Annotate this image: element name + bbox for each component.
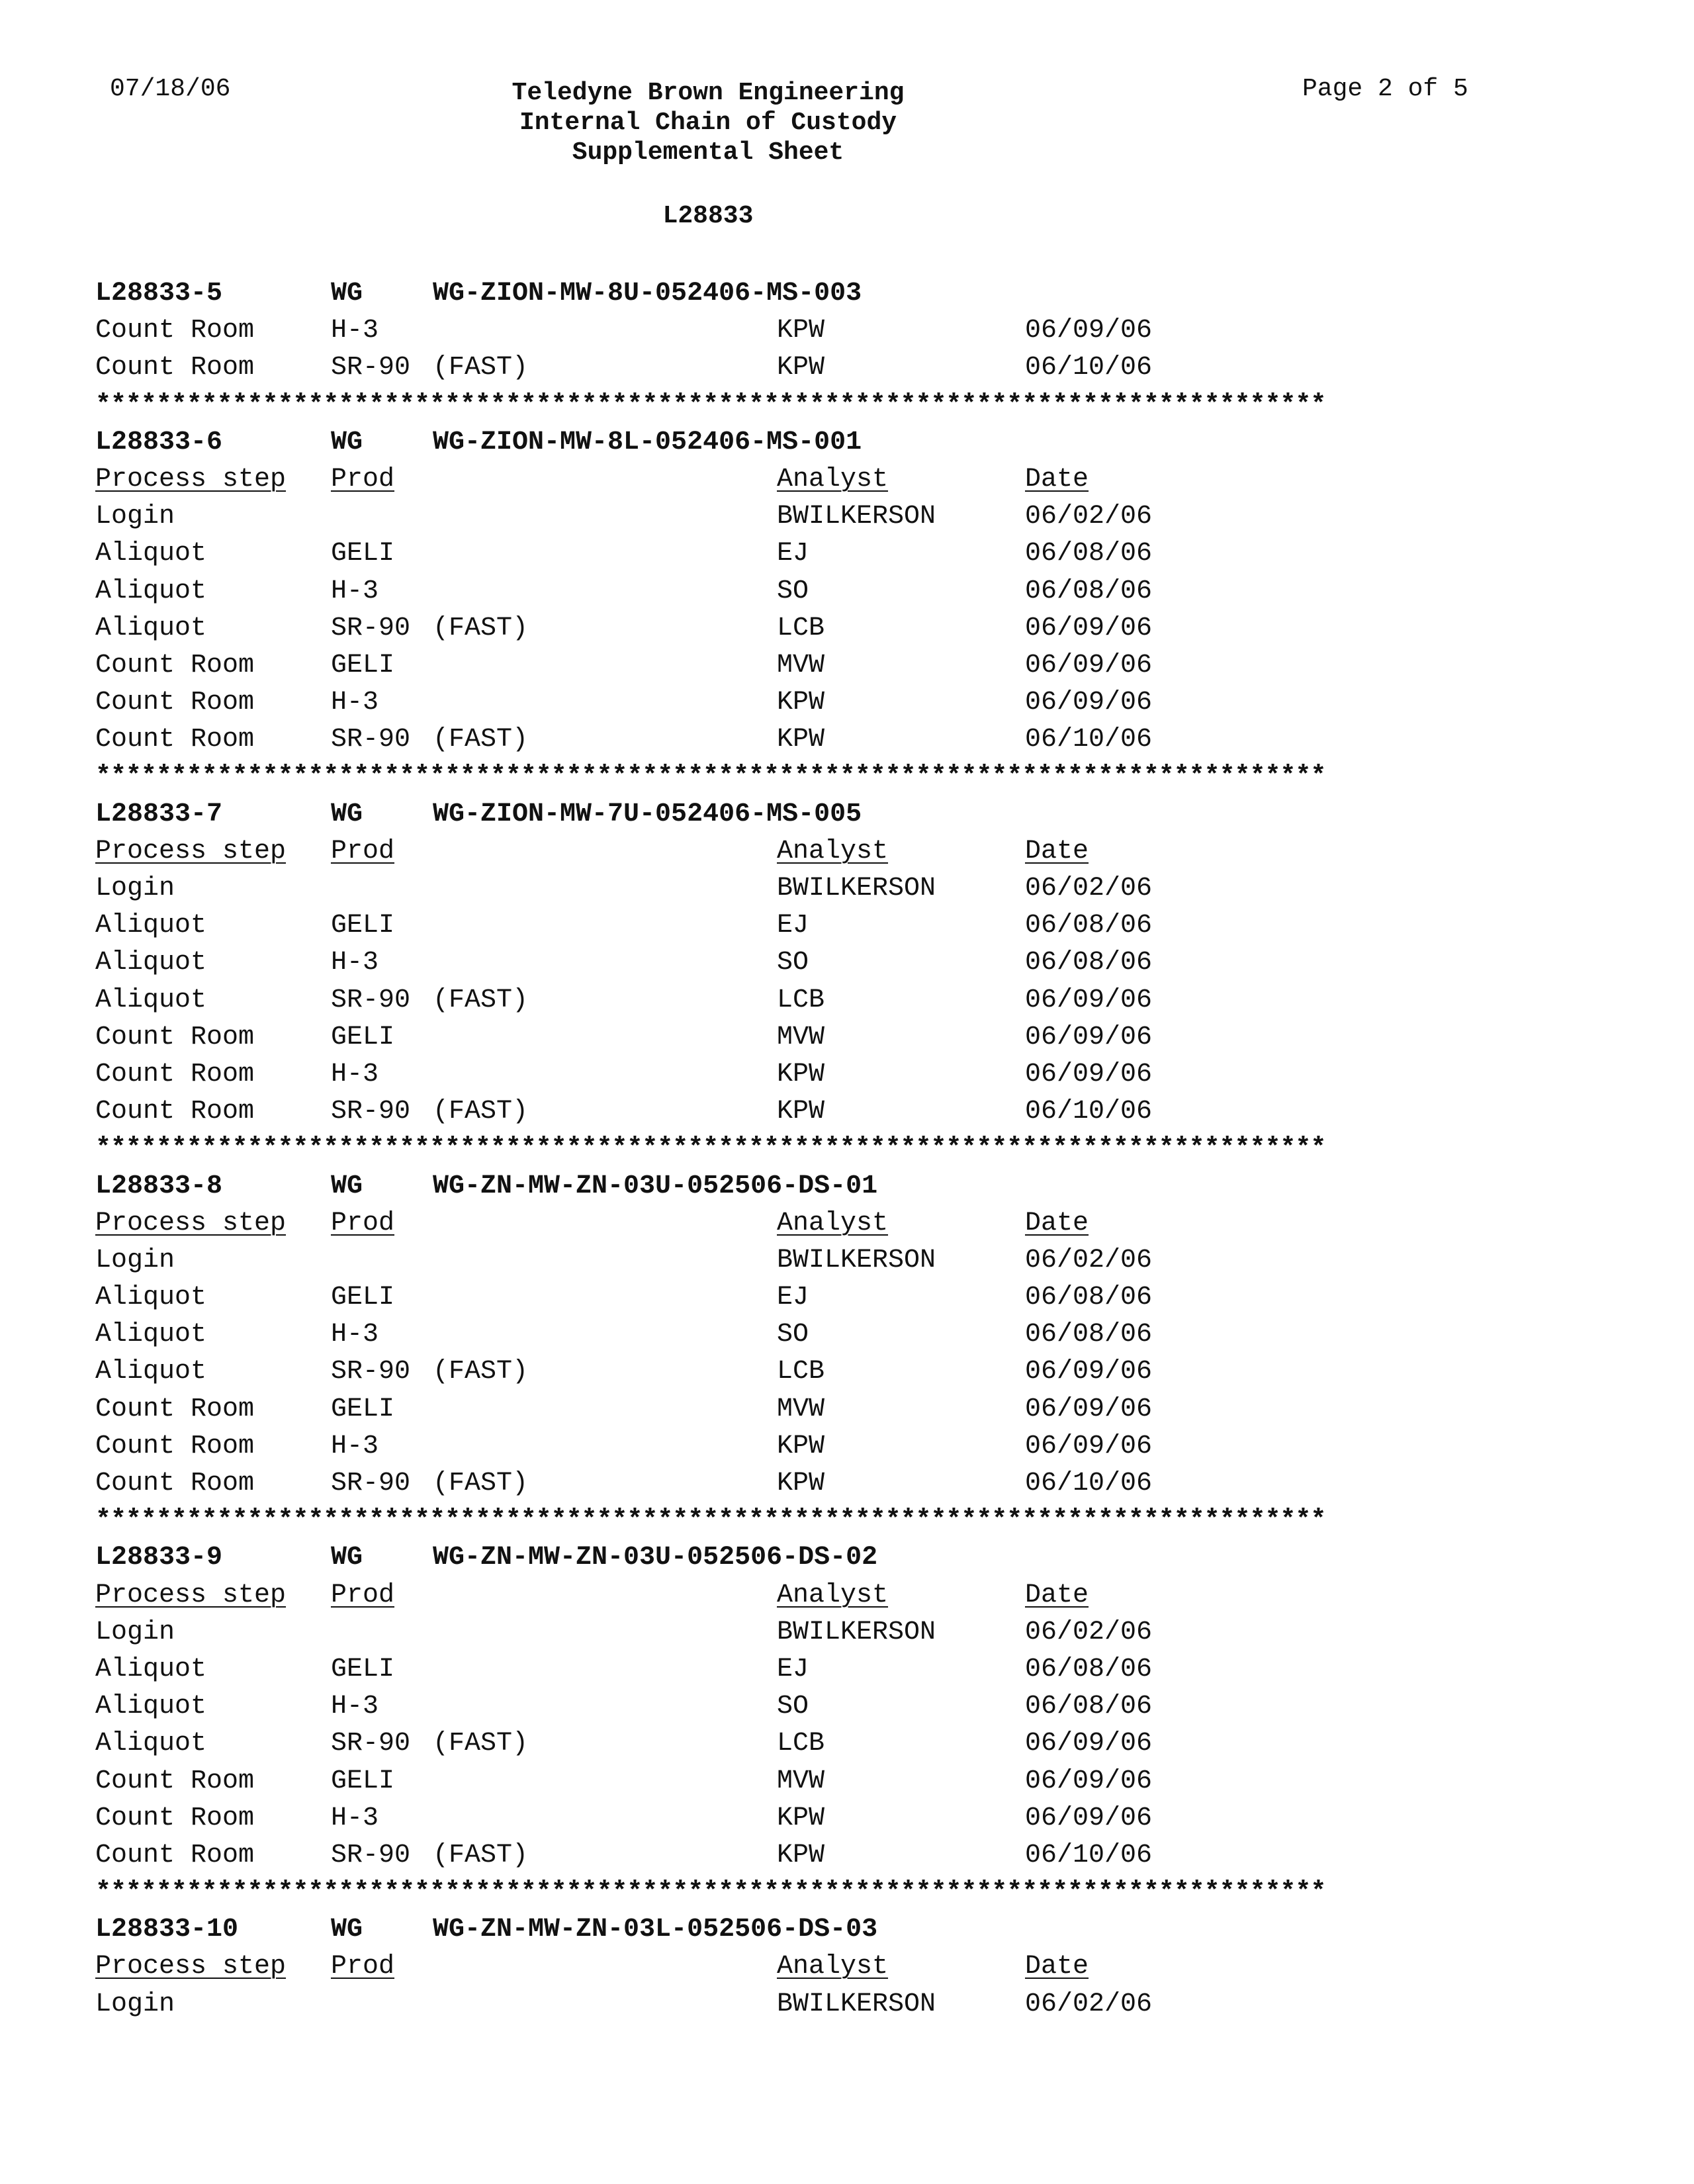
separator-line [95, 758, 1485, 796]
process-step: Login [95, 874, 175, 903]
column-header-date: Date [1025, 1208, 1089, 1238]
process-date: 06/09/06 [1025, 1059, 1153, 1089]
analyst: EJ [777, 911, 809, 941]
process-step: Aliquot [95, 1654, 207, 1684]
process-date: 06/08/06 [1025, 1692, 1153, 1722]
process-date: 06/09/06 [1025, 650, 1153, 680]
process-step: Login [95, 1617, 175, 1647]
analyst: KPW [777, 1431, 825, 1461]
analyst: LCB [777, 613, 825, 643]
analyst: MVW [777, 1766, 825, 1796]
product: H-3 [331, 1803, 379, 1833]
product: H-3 [331, 1692, 379, 1722]
table-row [95, 1391, 1485, 1428]
table-row [95, 1651, 1485, 1688]
process-date: 06/10/06 [1025, 353, 1153, 383]
process-date: 06/09/06 [1025, 1766, 1153, 1796]
analyst: EJ [777, 539, 809, 569]
sample-name: WG-ZION-MW-8L-052406-MS-001 [433, 427, 862, 457]
process-step: Login [95, 1245, 175, 1275]
product: SR-90 [331, 1097, 411, 1127]
process-date: 06/08/06 [1025, 576, 1153, 606]
process-date: 06/08/06 [1025, 1283, 1153, 1313]
sample-section [95, 1168, 1485, 1540]
table-row [95, 1316, 1485, 1353]
process-date: 06/09/06 [1025, 1022, 1153, 1052]
analyst: KPW [777, 1097, 825, 1127]
process-step: Count Room [95, 1469, 255, 1498]
product: SR-90 [331, 1357, 411, 1387]
product: H-3 [331, 1059, 379, 1089]
process-date: 06/08/06 [1025, 1320, 1153, 1350]
process-step: Count Room [95, 725, 255, 755]
process-date: 06/02/06 [1025, 874, 1153, 903]
product: SR-90 [331, 613, 411, 643]
column-headers [95, 461, 1485, 498]
product: GELI [331, 1283, 395, 1313]
process-step: Aliquot [95, 911, 207, 941]
column-header-step: Process step [95, 836, 287, 866]
process-date: 06/09/06 [1025, 1803, 1153, 1833]
product: GELI [331, 650, 395, 680]
process-step: Aliquot [95, 1692, 207, 1722]
analyst: KPW [777, 1059, 825, 1089]
column-header-analyst: Analyst [777, 1580, 889, 1610]
process-step: Count Room [95, 1766, 255, 1796]
product: GELI [331, 1022, 395, 1052]
batch-id: L28833 [662, 202, 754, 230]
table-row [95, 610, 1485, 647]
product: H-3 [331, 1320, 379, 1350]
process-date: 06/08/06 [1025, 539, 1153, 569]
sample-id: L28833-10 [95, 1915, 239, 1945]
analyst: SO [777, 948, 809, 978]
process-date: 06/10/06 [1025, 1840, 1153, 1870]
product-qualifier: (FAST) [433, 353, 529, 383]
column-header-date: Date [1025, 1580, 1089, 1610]
analyst: KPW [777, 353, 825, 383]
sample-matrix: WG [331, 1915, 363, 1945]
column-headers [95, 833, 1485, 870]
process-step: Count Room [95, 650, 255, 680]
separator-asterisks: ********************************************************************************* [95, 762, 1326, 792]
process-date: 06/09/06 [1025, 688, 1153, 718]
process-step: Aliquot [95, 985, 207, 1015]
table-row [95, 1093, 1485, 1130]
separator-line [95, 387, 1485, 424]
table-row [95, 1837, 1485, 1874]
process-step: Aliquot [95, 1357, 207, 1387]
table-row [95, 982, 1485, 1019]
analyst: LCB [777, 1357, 825, 1387]
product: H-3 [331, 688, 379, 718]
column-headers [95, 1948, 1485, 1985]
process-step: Aliquot [95, 948, 207, 978]
process-step: Count Room [95, 353, 255, 383]
product: GELI [331, 911, 395, 941]
column-header-analyst: Analyst [777, 464, 889, 494]
analyst: EJ [777, 1283, 809, 1313]
column-header-step: Process step [95, 464, 287, 494]
column-header-analyst: Analyst [777, 1208, 889, 1238]
analyst: LCB [777, 985, 825, 1015]
sample-section [95, 1911, 1485, 2023]
table-row [95, 907, 1485, 944]
table-row [95, 349, 1485, 387]
sample-header [95, 1911, 1485, 1948]
product: GELI [331, 539, 395, 569]
process-date: 06/09/06 [1025, 1394, 1153, 1424]
table-row [95, 721, 1485, 758]
table-row [95, 1279, 1485, 1316]
sample-header [95, 275, 1485, 312]
separator-line [95, 1874, 1485, 1911]
process-step: Aliquot [95, 1320, 207, 1350]
sample-header [95, 1168, 1485, 1205]
table-row [95, 535, 1485, 572]
sample-name: WG-ZN-MW-ZN-03L-052506-DS-03 [433, 1915, 878, 1945]
table-row [95, 573, 1485, 610]
analyst: KPW [777, 1840, 825, 1870]
process-date: 06/09/06 [1025, 1729, 1153, 1759]
product: SR-90 [331, 725, 411, 755]
sample-id: L28833-9 [95, 1543, 223, 1573]
process-date: 06/09/06 [1025, 613, 1153, 643]
process-step: Aliquot [95, 1283, 207, 1313]
process-date: 06/08/06 [1025, 911, 1153, 941]
column-header-date: Date [1025, 836, 1089, 866]
process-date: 06/02/06 [1025, 1989, 1153, 2019]
analyst: KPW [777, 725, 825, 755]
separator-asterisks: ********************************************************************************* [95, 1134, 1326, 1164]
analyst: SO [777, 1692, 809, 1722]
custody-log [95, 275, 1485, 2023]
analyst: MVW [777, 1394, 825, 1424]
sample-section [95, 275, 1485, 424]
analyst: SO [777, 576, 809, 606]
process-step: Login [95, 1989, 175, 2019]
process-date: 06/09/06 [1025, 1357, 1153, 1387]
analyst: BWILKERSON [777, 874, 936, 903]
process-date: 06/10/06 [1025, 1097, 1153, 1127]
sample-id: L28833-7 [95, 799, 223, 829]
analyst: KPW [777, 316, 825, 346]
table-row [95, 1019, 1485, 1056]
table-row [95, 1428, 1485, 1465]
process-step: Count Room [95, 1097, 255, 1127]
table-row [95, 312, 1485, 349]
sample-name: WG-ZN-MW-ZN-03U-052506-DS-02 [433, 1543, 878, 1573]
table-row [95, 1986, 1485, 2023]
sample-matrix: WG [331, 799, 363, 829]
column-header-step: Process step [95, 1952, 287, 1982]
sample-matrix: WG [331, 279, 363, 308]
column-header-analyst: Analyst [777, 836, 889, 866]
product: SR-90 [331, 353, 411, 383]
process-step: Aliquot [95, 1729, 207, 1759]
sample-id: L28833-8 [95, 1171, 223, 1201]
separator-line [95, 1502, 1485, 1539]
process-date: 06/02/06 [1025, 1245, 1153, 1275]
product: H-3 [331, 316, 379, 346]
sample-name: WG-ZION-MW-7U-052406-MS-005 [433, 799, 862, 829]
process-date: 06/09/06 [1025, 985, 1153, 1015]
column-header-date: Date [1025, 1952, 1089, 1982]
column-header-date: Date [1025, 464, 1089, 494]
report-title [476, 78, 940, 167]
process-date: 06/10/06 [1025, 1469, 1153, 1498]
analyst: MVW [777, 1022, 825, 1052]
title-line-custody: Internal Chain of Custody [519, 109, 897, 137]
process-date: 06/08/06 [1025, 948, 1153, 978]
product-qualifier: (FAST) [433, 1729, 529, 1759]
process-step: Count Room [95, 316, 255, 346]
column-header-prod: Prod [331, 1580, 395, 1610]
column-header-prod: Prod [331, 1208, 395, 1238]
process-step: Aliquot [95, 576, 207, 606]
table-row [95, 1763, 1485, 1800]
sample-header [95, 1539, 1485, 1576]
column-header-prod: Prod [331, 1952, 395, 1982]
process-step: Count Room [95, 1059, 255, 1089]
process-date: 06/09/06 [1025, 1431, 1153, 1461]
product-qualifier: (FAST) [433, 613, 529, 643]
sample-section [95, 424, 1485, 796]
process-step: Count Room [95, 1394, 255, 1424]
product: SR-90 [331, 1840, 411, 1870]
table-row [95, 684, 1485, 721]
table-row [95, 1353, 1485, 1390]
process-step: Count Room [95, 1840, 255, 1870]
sample-matrix: WG [331, 1171, 363, 1201]
sample-name: WG-ZION-MW-8U-052406-MS-003 [433, 279, 862, 308]
product-qualifier: (FAST) [433, 1357, 529, 1387]
column-headers [95, 1577, 1485, 1614]
sample-matrix: WG [331, 1543, 363, 1573]
sample-matrix: WG [331, 427, 363, 457]
table-row [95, 498, 1485, 535]
separator-asterisks: ********************************************************************************* [95, 1878, 1326, 1908]
analyst: KPW [777, 688, 825, 718]
product: H-3 [331, 948, 379, 978]
process-step: Login [95, 502, 175, 532]
process-step: Count Room [95, 688, 255, 718]
table-row [95, 1242, 1485, 1279]
analyst: MVW [777, 650, 825, 680]
product: SR-90 [331, 985, 411, 1015]
product-qualifier: (FAST) [433, 725, 529, 755]
process-step: Count Room [95, 1431, 255, 1461]
table-row [95, 1056, 1485, 1093]
analyst: LCB [777, 1729, 825, 1759]
process-date: 06/09/06 [1025, 316, 1153, 346]
process-step: Count Room [95, 1022, 255, 1052]
product: GELI [331, 1394, 395, 1424]
analyst: EJ [777, 1654, 809, 1684]
analyst: KPW [777, 1803, 825, 1833]
analyst: BWILKERSON [777, 1989, 936, 2019]
sample-id: L28833-5 [95, 279, 223, 308]
analyst: BWILKERSON [777, 1245, 936, 1275]
process-step: Aliquot [95, 613, 207, 643]
table-row [95, 1725, 1485, 1762]
sample-name: WG-ZN-MW-ZN-03U-052506-DS-01 [433, 1171, 878, 1201]
product: SR-90 [331, 1469, 411, 1498]
sample-header [95, 796, 1485, 833]
page-number: Page 2 of 5 [1302, 75, 1468, 103]
column-headers [95, 1205, 1485, 1242]
process-date: 06/02/06 [1025, 1617, 1153, 1647]
product: H-3 [331, 576, 379, 606]
product-qualifier: (FAST) [433, 1469, 529, 1498]
title-line-sheet: Supplemental Sheet [572, 138, 844, 167]
analyst: BWILKERSON [777, 502, 936, 532]
product: GELI [331, 1766, 395, 1796]
column-header-prod: Prod [331, 464, 395, 494]
table-row [95, 647, 1485, 684]
product-qualifier: (FAST) [433, 1097, 529, 1127]
sample-section [95, 1539, 1485, 1911]
table-row [95, 1465, 1485, 1502]
analyst: SO [777, 1320, 809, 1350]
product: SR-90 [331, 1729, 411, 1759]
column-header-prod: Prod [331, 836, 395, 866]
column-header-step: Process step [95, 1208, 287, 1238]
report-date: 07/18/06 [110, 75, 231, 103]
product: GELI [331, 1654, 395, 1684]
separator-asterisks: ********************************************************************************* [95, 1506, 1326, 1536]
table-row [95, 1614, 1485, 1651]
column-header-analyst: Analyst [777, 1952, 889, 1982]
column-header-step: Process step [95, 1580, 287, 1610]
sample-header [95, 424, 1485, 461]
process-date: 06/02/06 [1025, 502, 1153, 532]
process-date: 06/08/06 [1025, 1654, 1153, 1684]
process-date: 06/10/06 [1025, 725, 1153, 755]
product-qualifier: (FAST) [433, 1840, 529, 1870]
sample-id: L28833-6 [95, 427, 223, 457]
table-row [95, 1800, 1485, 1837]
title-line-company: Teledyne Brown Engineering [512, 79, 905, 107]
process-step: Aliquot [95, 539, 207, 569]
separator-line [95, 1130, 1485, 1167]
analyst: BWILKERSON [777, 1617, 936, 1647]
product-qualifier: (FAST) [433, 985, 529, 1015]
table-row [95, 870, 1485, 907]
sample-section [95, 796, 1485, 1168]
separator-asterisks: ********************************************************************************* [95, 390, 1326, 420]
table-row [95, 944, 1485, 981]
process-step: Count Room [95, 1803, 255, 1833]
table-row [95, 1688, 1485, 1725]
analyst: KPW [777, 1469, 825, 1498]
product: H-3 [331, 1431, 379, 1461]
